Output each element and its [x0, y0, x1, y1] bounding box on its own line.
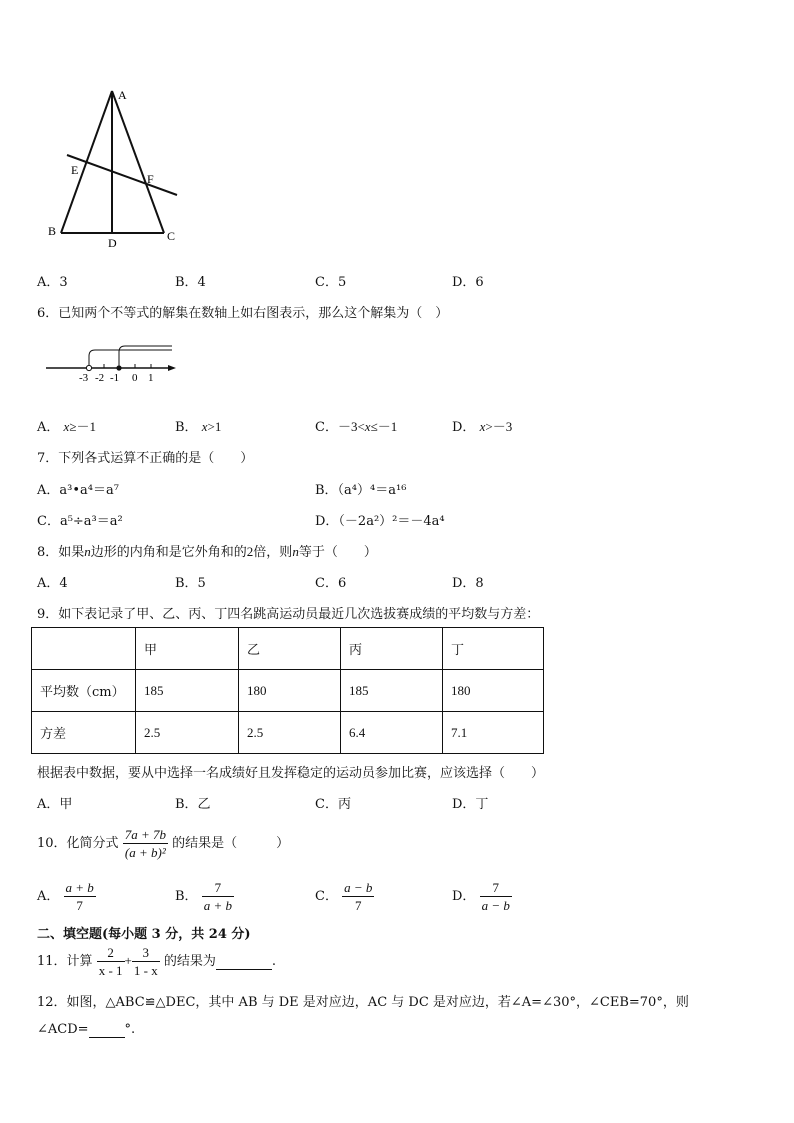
q7-option-b: B．（a⁴）⁴＝a¹⁶	[315, 483, 407, 498]
q8-option-c: C．6	[315, 576, 347, 591]
table-cell	[32, 628, 136, 670]
number-line-arrow	[168, 365, 176, 371]
table-row	[32, 712, 544, 754]
table-row-label: 平均数（cm）	[32, 670, 136, 712]
label-b: B	[48, 224, 57, 238]
q5-option-b: B．4	[175, 275, 206, 290]
table-header-bing: 丙	[341, 628, 443, 670]
tick-label-neg2: -2	[95, 372, 105, 384]
triangle-figure	[40, 82, 200, 252]
q8-option-d: D．8	[452, 576, 484, 591]
table-cell: 7.1	[443, 712, 544, 754]
tick-label-neg1: -1	[110, 372, 120, 384]
table-cell: 185	[136, 670, 239, 712]
number-line-figure	[44, 342, 180, 384]
q12-line1: 12．如图，△ABC≌△DEC，其中 AB 与 DE 是对应边，AC 与 DC 是对应边，若∠A=∠30°，∠CEB=70°，则	[37, 995, 689, 1010]
q9-option-d: D．丁	[452, 797, 489, 812]
solution-arc-open	[89, 350, 172, 368]
q9-stem: 9．如下表记录了甲、乙、丙、丁四名跳高运动员最近几次选拔赛成绩的平均数与方差：	[37, 607, 540, 622]
table-cell: 2.5	[239, 712, 341, 754]
label-f: F	[147, 172, 154, 186]
side-ac	[112, 91, 164, 233]
q11-fraction-2: $\frac{3}{1 - x}$	[133, 945, 158, 978]
q11-fraction-1: $\frac{2}{x - 1}$	[98, 945, 123, 978]
table-header-jia: 甲	[136, 628, 239, 670]
q5-option-c: C．5	[315, 275, 347, 290]
q10-option-b: B． $\frac{7}{a + b}$	[175, 880, 232, 913]
label-a: A	[118, 88, 127, 102]
table-cell: 185	[341, 670, 443, 712]
q5-option-a: A．3	[37, 275, 68, 290]
scores-table	[31, 627, 544, 754]
q9-option-a: A．甲	[37, 797, 73, 812]
line-ef	[67, 155, 177, 195]
q7-option-c: C．a⁵÷a³＝a²	[37, 514, 123, 529]
label-d: D	[108, 236, 117, 250]
q10-option-c: C． $\frac{a - b}{7}$	[315, 880, 373, 913]
q6-stem: 6．已知两个不等式的解集在数轴上如右图表示，那么这个解集为（ ）	[37, 306, 449, 321]
q5-option-d: D．6	[452, 275, 484, 290]
table-row-label: 方差	[32, 712, 136, 754]
q6-option-b: B． x>1	[175, 419, 222, 435]
tick-label-1: 1	[148, 372, 154, 384]
label-e: E	[71, 163, 79, 177]
q8-stem: 8．如果n边形的内角和是它外角和的2倍，则n等于（ ）	[37, 544, 377, 560]
q10-fraction: $\frac{7a + 7b}{\text{(a + b)²}}$	[124, 827, 166, 860]
section-heading: 二、填空题(每小题 3 分，共 24 分)	[37, 927, 251, 942]
table-row	[32, 670, 544, 712]
q6-option-a: A． x≥－1	[37, 419, 96, 435]
q11-stem: 11．计算 $\frac{2}{x - 1}$ + $\frac{3}{1 - x}$ 的结果为 .	[37, 945, 277, 978]
q8-option-a: A．4	[37, 576, 68, 591]
solution-arc-closed	[119, 346, 172, 368]
label-c: C	[167, 229, 176, 243]
q6-option-c: C．－3<x≤－1	[315, 419, 398, 435]
tick-label-neg3: -3	[79, 372, 89, 384]
table-cell: 6.4	[341, 712, 443, 754]
q9-followup: 根据表中数据，要从中选择一名成绩好且发挥稳定的运动员参加比赛，应该选择（ ）	[37, 766, 545, 781]
closed-point	[116, 365, 121, 370]
table-cell: 180	[239, 670, 341, 712]
q7-option-d: D．（－2a²）²＝－4a⁴	[315, 514, 445, 529]
q10-option-d: D． $\frac{7}{a - b}$	[452, 880, 510, 913]
q9-option-c: C．丙	[315, 797, 351, 812]
table-cell: 180	[443, 670, 544, 712]
table-header-ding: 丁	[443, 628, 544, 670]
table-header-row	[32, 628, 544, 670]
q7-option-a: A．a³•a⁴＝a⁷	[37, 483, 119, 498]
answer-blank[interactable]	[216, 954, 272, 970]
open-point	[86, 365, 91, 370]
q6-option-d: D． x>－3	[452, 419, 513, 435]
answer-blank[interactable]	[89, 1022, 125, 1038]
q8-option-b: B．5	[175, 576, 206, 591]
tick-label-0: 0	[132, 372, 138, 384]
q9-option-b: B．乙	[175, 797, 211, 812]
table-cell: 2.5	[136, 712, 239, 754]
q7-stem: 7．下列各式运算不正确的是（ ）	[37, 451, 254, 466]
q12-line2: ∠ACD= °.	[37, 1022, 136, 1037]
q10-option-a: A． $\frac{a + b}{7}$	[37, 880, 94, 913]
q10-stem: 10．化简分式 $\frac{7a + 7b}{\text{(a + b)²}}$ 的结果是（ ）	[37, 827, 290, 860]
table-header-yi: 乙	[239, 628, 341, 670]
